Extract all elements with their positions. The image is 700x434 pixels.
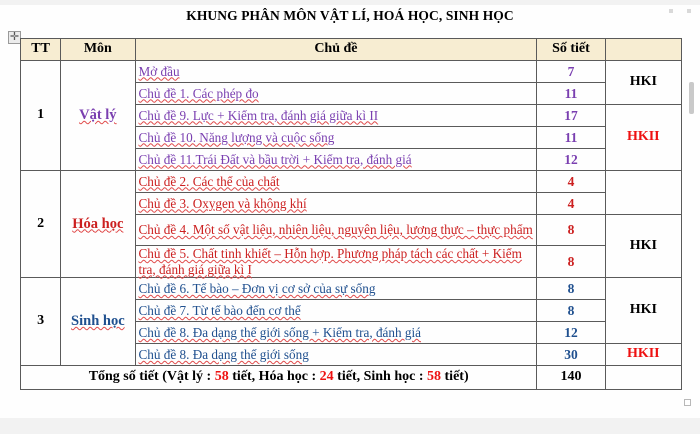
cell-topic — [135, 83, 537, 105]
cell-sotiet: 8 — [537, 215, 605, 246]
topic-label: Chủ đề 2. Các thể của chất — [138, 173, 280, 189]
cell-tt-3: 3 — [21, 278, 61, 366]
table-total-row — [21, 366, 682, 390]
cell-mon-sinhhoc — [61, 278, 135, 366]
cell-sotiet: 4 — [537, 171, 605, 193]
cell-tt-1: 1 — [21, 61, 61, 171]
topic-label: Chủ đề 5. Chất tinh khiết – Hỗn hợp. Phương pháp tách các chất + Kiểm tra, đánh giá giữa kì I — [138, 246, 522, 277]
total-suffix: tiết) — [441, 369, 469, 385]
cell-mon-hoahoc — [61, 171, 135, 278]
topic-label: Chủ đề 9. Lực + Kiểm tra, đánh giá giữa kì II — [138, 107, 379, 123]
cell-hocky: HKI — [605, 61, 681, 105]
total-mid2: tiết, Sinh học : — [333, 369, 428, 385]
cell-topic — [135, 193, 537, 215]
total-hoa-count: 24 — [319, 369, 334, 385]
topic-label: Chủ đề 6. Tế bào – Đơn vị cơ sở của sự sống — [138, 280, 376, 296]
cell-sotiet: 12 — [537, 322, 605, 344]
cell-sotiet: 8 — [537, 300, 605, 322]
table-resize-handle[interactable] — [684, 399, 691, 406]
total-mid1: tiết, Hóa học : — [228, 369, 320, 385]
column-header-sotiet: Số tiết — [537, 39, 605, 61]
cell-topic — [135, 171, 537, 193]
table-row — [21, 171, 682, 193]
mon-label-sinhhoc: Sinh học — [71, 313, 125, 330]
cell-topic — [135, 246, 537, 278]
table-row — [21, 278, 682, 300]
topic-label: Chủ đề 1. Các phép đo — [138, 85, 259, 101]
cell-sotiet: 30 — [537, 344, 605, 366]
topic-label: Chủ đề 10. Năng lượng và cuộc sống — [138, 129, 335, 145]
cell-sotiet: 11 — [537, 83, 605, 105]
cell-topic — [135, 215, 537, 246]
cell-sotiet: 4 — [537, 193, 605, 215]
mon-label-hoahoc: Hóa học — [72, 215, 124, 232]
cell-topic — [135, 278, 537, 300]
cell-topic — [135, 127, 537, 149]
cell-topic — [135, 105, 537, 127]
topic-label: Chủ đề 4. Một số vật liệu, nhiên liệu, nguyên liệu, lương thực – thực phẩm — [138, 222, 533, 238]
cell-sotiet: 11 — [537, 127, 605, 149]
grand-total-cell: 140 — [537, 366, 605, 390]
scrollbar-thumb[interactable] — [689, 82, 694, 114]
total-sinh-count: 58 — [427, 369, 442, 385]
total-hocky-cell — [605, 366, 681, 390]
curriculum-table — [20, 38, 682, 390]
total-prefix: Tổng số tiết (Vật lý : — [88, 369, 215, 385]
cell-sotiet: 17 — [537, 105, 605, 127]
cell-sotiet: 8 — [537, 278, 605, 300]
topic-label: Chủ đề 8. Đa dạng thế giới sống + Kiểm tra, đánh giá — [138, 324, 422, 340]
mon-label-vatly: Vật lý — [79, 106, 117, 123]
cell-topic — [135, 322, 537, 344]
page-title: KHUNG PHÂN MÔN VẬT LÍ, HOÁ HỌC, SINH HỌC — [186, 8, 514, 23]
column-header-tt: TT — [21, 39, 61, 61]
table-move-handle-icon[interactable]: ✛ — [9, 31, 20, 43]
total-label-cell — [21, 366, 537, 390]
cell-sotiet: 7 — [537, 61, 605, 83]
column-header-chude: Chủ đề — [135, 39, 537, 61]
cell-mon-vatly — [61, 61, 135, 171]
bottom-margin-strip — [0, 418, 700, 434]
cell-topic — [135, 149, 537, 171]
total-vatly-count: 58 — [214, 369, 229, 385]
topic-label: Chủ đề 3. Oxygen và không khí — [138, 195, 307, 211]
column-header-mon: Môn — [61, 39, 135, 61]
table-header-row — [21, 39, 682, 61]
topic-label: Chủ đề 8. Đa dạng thế giới sống — [138, 346, 309, 362]
cell-hocky-blank — [605, 171, 681, 215]
cell-topic — [135, 300, 537, 322]
cell-hocky: HKI — [605, 278, 681, 344]
cell-hocky: HKII — [605, 344, 681, 366]
cell-topic — [135, 61, 537, 83]
cell-topic — [135, 344, 537, 366]
topic-label: Mở đầu — [138, 63, 180, 79]
cell-hocky: HKII — [605, 105, 681, 171]
table-row — [21, 61, 682, 83]
cell-sotiet: 12 — [537, 149, 605, 171]
cell-sotiet: 8 — [537, 246, 605, 278]
topic-label: Chủ đề 7. Từ tế bào đến cơ thể — [138, 302, 301, 318]
cell-tt-2: 2 — [21, 171, 61, 278]
cell-hocky: HKI — [605, 215, 681, 278]
top-margin-strip — [0, 0, 700, 5]
column-header-hocky — [605, 39, 681, 61]
topic-label: Chủ đề 11.Trái Đất và bầu trời + Kiểm tra, đánh giá — [138, 151, 412, 167]
